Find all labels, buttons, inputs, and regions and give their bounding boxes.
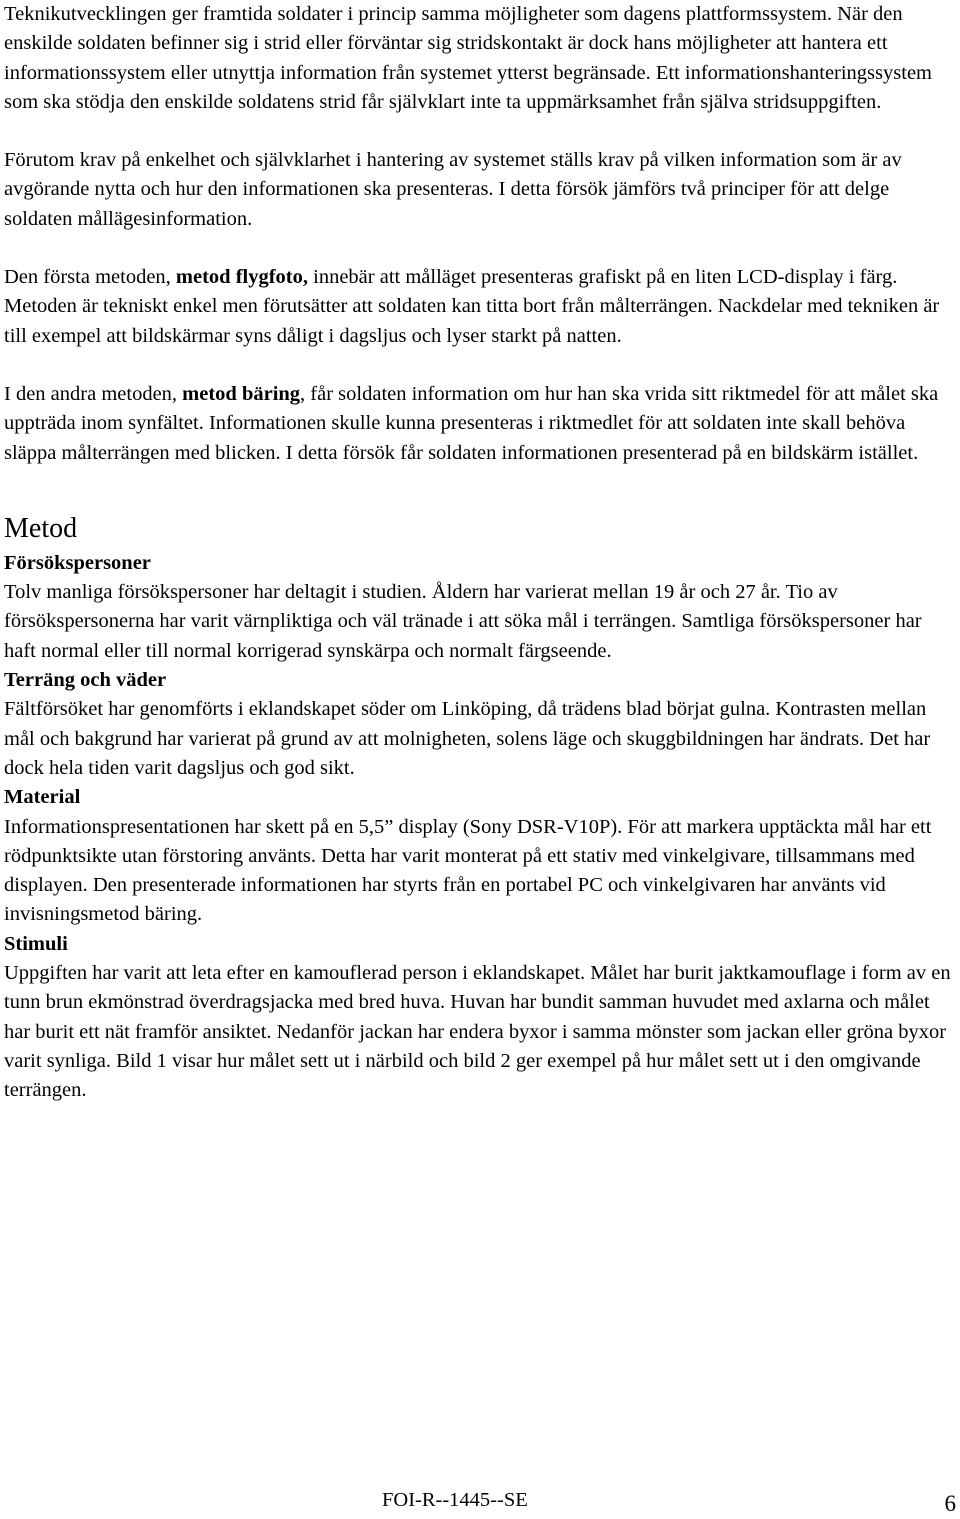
subheading-forsokspersoner: Försökspersoner	[4, 551, 151, 574]
paragraph-intro: Teknikutvecklingen ger framtida soldater i princip samma möjligheter som dagens plattformssystem. När den enskilde soldaten befinner sig i strid eller förväntar sig stridskontakt är dock hans möjligheter att hantera ett informationssystem eller utnyttja information från systemet ytterst begränsade. Ett informationshanteringssystem som ska stödja den enskilde soldatens strid får självklart inte ta uppmärksamhet från själva stridsuppgiften.	[4, 3, 932, 113]
paragraph-method-flygfoto-rest: innebär att målläget presenteras grafiskt på en liten LCD-display i färg. Metoden är tekniskt enkel men förutsätter att soldaten kan titta bort från målterrängen. Nackdelar med tekniken är till exempel att bildskärmar syns dåligt i dagsljus och lyser starkt på natten.	[4, 266, 940, 347]
paragraph-method-baring-rest: , får soldaten information om hur han ska vrida sitt riktmedel för att målet ska uppträda inom synfältet. Informationen skulle kunna presenteras i riktmedlet för att soldaten inte skall behöva släppa målterrängen med blicken. I detta försök får soldaten informationen presenterad på en bildskärm istället.	[4, 382, 939, 464]
paragraph-method-flygfoto-lead: Den första metoden,	[4, 266, 176, 289]
report-id: FOI-R--1445--SE	[382, 1489, 528, 1511]
paragraph-material: Informationspresentationen har skett på en 5,5” display (Sony DSR-V10P). För att markera upptäckta mål har ett rödpunktsikte utan förstoring använts. Detta har varit monterat på ett stativ med vinkelgivare, tillsammans med displayen. Den presenterade informationen har styrts från en portabel PC och vinkelgivaren har använts vid invisningsmetod bäring.	[4, 815, 932, 926]
term-metod-baring: metod bäring	[182, 382, 301, 405]
paragraph-method-flygfoto	[4, 263, 958, 351]
paragraph-requirements: Förutom krav på enkelhet och självklarhet i hantering av systemet ställs krav på vilken information som är av avgörande nytta och hur den informationen ska presenteras. I detta försök jämförs två principer för att delge soldaten mållägesinformation.	[4, 149, 902, 230]
subheading-material: Material	[4, 786, 81, 809]
page-number: 6	[944, 1491, 956, 1516]
page-footer	[0, 1489, 960, 1519]
paragraph-stimuli: Uppgiften har varit att leta efter en kamouflerad person i eklandskapet. Målet har burit jaktkamouflage i form av en tunn brun ekmönstrad överdragsjacka med bred huva. Huvan har bundit samman huvudet med axlarna och målet har burit ett nät framför ansiktet. Nedanför jackan har endera byxor i samma mönster som jackan eller gröna byxor varit synliga. Bild 1 visar hur målet sett ut i närbild och bild 2 ger exempel på hur målet sett ut i den omgivande terrängen.	[4, 962, 951, 1102]
paragraph-method-baring	[4, 380, 958, 468]
paragraph-forsokspersoner: Tolv manliga försökspersoner har deltagit i studien. Åldern har varierat mellan 19 år och 27 år. Tio av försökspersonerna har varit värnpliktiga och väl tränade i att söka mål i terrängen. Samtliga försökspersoner har haft normal eller till normal korrigerad synskärpa och normalt färgseende.	[4, 581, 922, 662]
paragraph-terrang-och-vader: Fältförsöket har genomförts i eklandskapet söder om Linköping, då trädens blad börjat gulna. Kontrasten mellan mål och bakgrund har varierat på grund av att molnigheten, solens läge och skuggbildningen har ändrats. Det har dock hela tiden varit dagsljus och god sikt.	[4, 698, 931, 779]
document-page	[4, 0, 958, 1106]
subheading-stimuli: Stimuli	[4, 932, 68, 955]
term-metod-flygfoto: metod flygfoto,	[175, 266, 309, 289]
paragraph-method-baring-lead: I den andra metoden,	[4, 382, 183, 405]
subheading-terrang-och-vader: Terräng och väder	[4, 669, 167, 692]
section-heading-metod: Metod	[4, 512, 78, 544]
